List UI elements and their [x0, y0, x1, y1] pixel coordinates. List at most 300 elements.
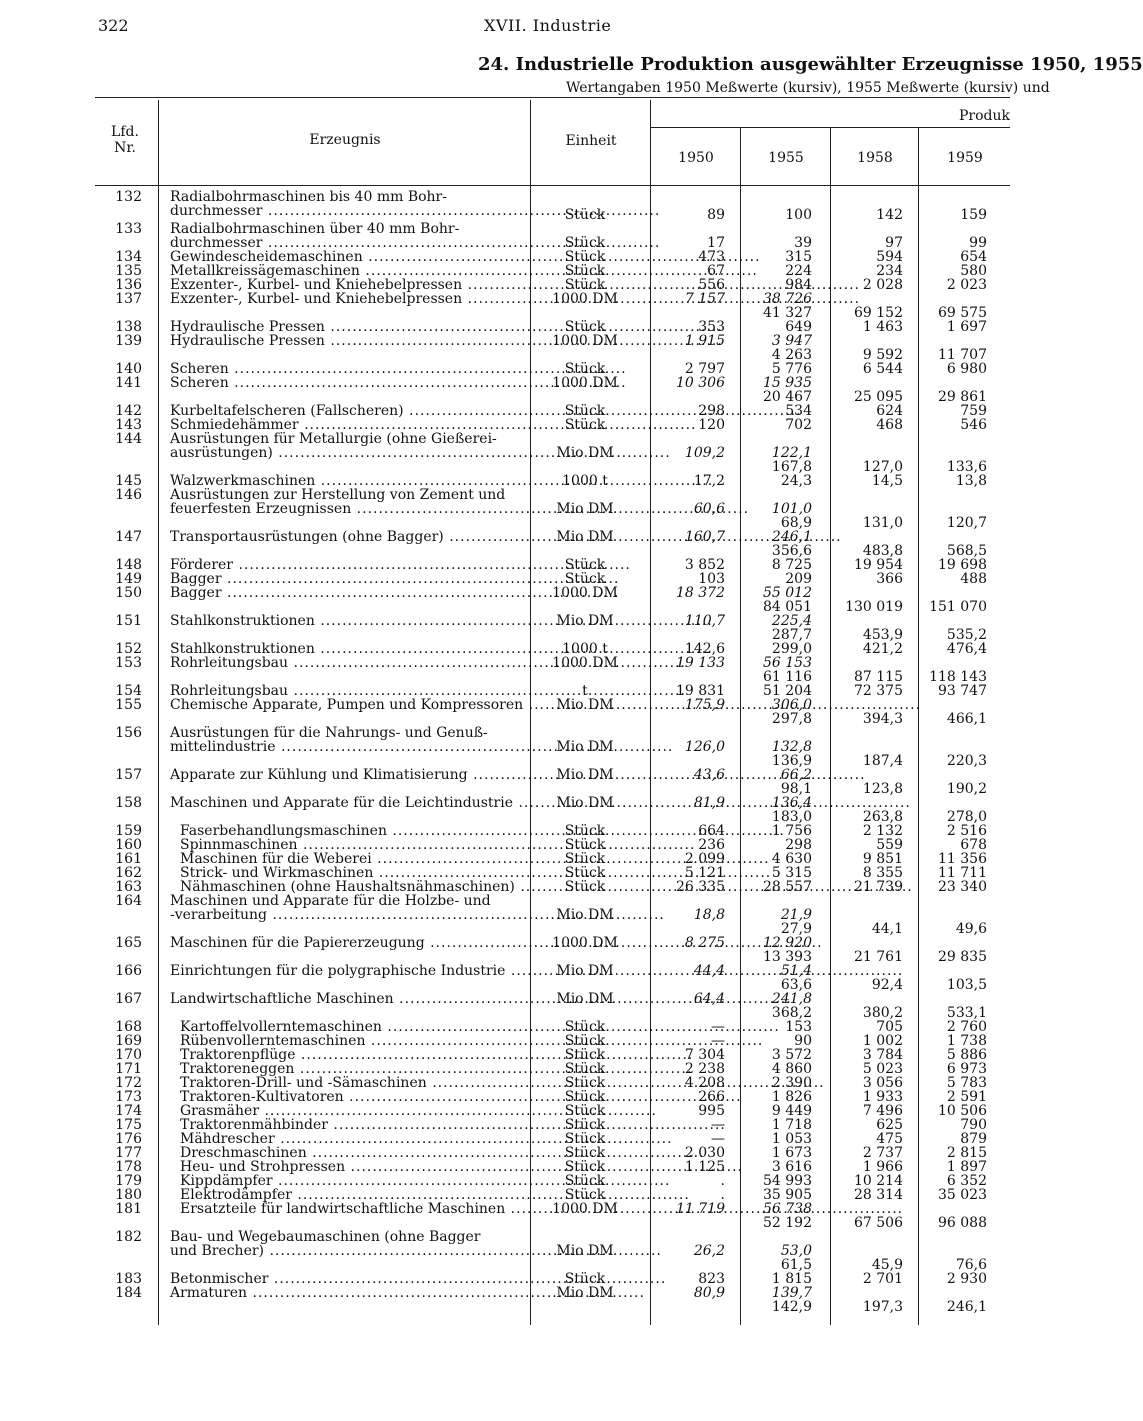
product-name	[180, 1090, 515, 1104]
value-cell-1955: 315	[785, 249, 812, 265]
value-cell-1950: 19 133	[676, 655, 725, 671]
value-cell-1959: 190,2	[946, 781, 987, 797]
table-row	[95, 964, 1010, 978]
unit-cell: Stück	[564, 403, 606, 419]
product-name-line: Apparate zur Kühlung und Klimatisierung .....	[170, 768, 515, 782]
row-number: 178	[115, 1159, 142, 1175]
product-name-line: Mähdrescher .....	[180, 1132, 515, 1146]
product-name-line: Traktorenmähbinder .....	[180, 1118, 515, 1132]
value-cell-1950: 1 125	[684, 1159, 725, 1175]
table-row	[95, 1230, 1010, 1258]
value-cell-1955: 702	[785, 417, 812, 433]
value-cell-1955: 55 012	[763, 585, 812, 601]
unit-cell: Stück	[564, 319, 606, 335]
value-cell-1958: 1 002	[862, 1033, 903, 1049]
unit-cell: Stück	[564, 1047, 606, 1063]
table-row	[95, 1188, 1010, 1202]
value-cell-1958: 2 737	[862, 1145, 903, 1161]
row-number: 172	[115, 1075, 142, 1091]
product-name-line: Hydraulische Pressen .....	[170, 334, 515, 348]
value-cell-1958: 453,9	[862, 627, 903, 643]
product-name-line: Scheren .....	[170, 376, 515, 390]
value-cell-1959: 23 340	[938, 879, 987, 895]
unit-cell: Mio DM	[556, 991, 614, 1007]
header-produktion: Produk	[958, 108, 1010, 124]
product-name-line: Maschinen für die Weberei .....	[180, 852, 515, 866]
row-number: 166	[115, 963, 142, 979]
table-row	[95, 362, 1010, 376]
value-cell-1959: 580	[960, 263, 987, 279]
header-top-rule	[95, 97, 1010, 98]
table-row	[95, 698, 1010, 712]
value-cell-1955: 122,1	[771, 445, 812, 461]
product-name-line: Spinnmaschinen .....	[180, 838, 515, 852]
value-cell-1959: 466,1	[946, 711, 987, 727]
product-name-line: und Brecher) .....	[170, 1244, 515, 1258]
value-cell-1958: 21 761	[854, 949, 903, 965]
unit-cell: Stück	[564, 1061, 606, 1077]
table-row	[95, 1020, 1010, 1034]
value-cell-1958: 131,0	[862, 515, 903, 531]
product-name	[170, 726, 515, 754]
product-name-line: Förderer .....	[170, 558, 515, 572]
value-cell-1955: 209	[785, 571, 812, 587]
row-number: 155	[115, 697, 142, 713]
unit-cell: Stück	[564, 1019, 606, 1035]
table-row	[95, 474, 1010, 488]
product-name-line: durchmesser .....	[170, 204, 515, 218]
table-row	[95, 642, 1010, 656]
value-cell-1955: 225,4	[771, 613, 812, 629]
value-cell-1959: 120,7	[946, 515, 987, 531]
product-name-line: Ausrüstungen zur Herstellung von Zement und	[170, 487, 506, 503]
product-name	[170, 558, 515, 572]
row-number: 159	[115, 823, 142, 839]
value-cell-1959: 220,3	[946, 753, 987, 769]
table-row	[95, 558, 1010, 572]
product-name-line: Transportausrüstungen (ohne Bagger) .....	[170, 530, 515, 544]
row-number: 139	[115, 333, 142, 349]
value-cell-1950: .	[720, 1173, 725, 1189]
unit-cell: Stück	[564, 1117, 606, 1133]
value-cell-1955: 98,1	[780, 781, 812, 797]
product-name	[180, 852, 515, 866]
product-name	[170, 1230, 515, 1258]
row-number: 175	[115, 1117, 142, 1133]
product-name	[170, 992, 515, 1006]
table-row	[95, 1090, 1010, 1104]
value-cell-1950: 1 915	[684, 333, 725, 349]
value-cell-1959: 96 088	[938, 1215, 987, 1231]
product-name	[180, 1160, 515, 1174]
product-name	[180, 1020, 515, 1034]
value-cell-1958: 625	[876, 1117, 903, 1133]
value-cell-1959: 533,1	[946, 1005, 987, 1021]
value-cell-1955: 3 616	[771, 1159, 812, 1175]
value-cell-1955: 15 935	[763, 375, 812, 391]
table-row	[95, 488, 1010, 516]
product-name-line: Betonmischer .....	[170, 1272, 515, 1286]
product-name-line: Einrichtungen für die polygraphische Industrie .....	[170, 964, 515, 978]
unit-cell: Stück	[564, 1173, 606, 1189]
table-row	[95, 376, 1010, 390]
product-name	[170, 362, 515, 376]
value-cell-1958: 28 314	[854, 1187, 903, 1203]
value-cell-1955: 9 449	[771, 1103, 812, 1119]
value-cell-1958: 9 851	[862, 851, 903, 867]
value-cell-1959: 6 973	[946, 1061, 987, 1077]
unit-cell: 1000 t	[562, 641, 608, 657]
value-cell-1958: 5 023	[862, 1061, 903, 1077]
value-cell-1959: 246,1	[946, 1299, 987, 1315]
value-cell-1958: 475	[876, 1131, 903, 1147]
unit-cell: Mio DM	[556, 963, 614, 979]
unit-cell: Stück	[564, 1075, 606, 1091]
unit-cell: Stück	[564, 851, 606, 867]
value-cell-1955: 4 860	[771, 1061, 812, 1077]
value-cell-1959: 10 506	[938, 1103, 987, 1119]
value-cell-1958: 468	[876, 417, 903, 433]
product-name	[170, 432, 515, 460]
value-cell-1950: 18,8	[693, 907, 725, 923]
product-name-line: Walzwerkmaschinen .....	[170, 474, 515, 488]
table-row-continuation	[95, 950, 1010, 964]
table-row	[95, 572, 1010, 586]
value-cell-1955: 1 756	[771, 823, 812, 839]
value-cell-1958: 10 214	[854, 1173, 903, 1189]
table-row-continuation	[95, 712, 1010, 726]
product-name-line: Stahlkonstruktionen .....	[170, 642, 515, 656]
product-name	[180, 1132, 515, 1146]
table-row	[95, 866, 1010, 880]
header-lfd-label: Lfd.	[111, 124, 139, 140]
table-row	[95, 894, 1010, 922]
table-row	[95, 768, 1010, 782]
value-cell-1955: 5 776	[771, 361, 812, 377]
unit-cell: Mio DM	[556, 1243, 614, 1259]
unit-cell: Stück	[564, 865, 606, 881]
product-name-line: Gewindescheidemaschinen .....	[170, 250, 515, 264]
value-cell-1950: 17,2	[693, 473, 725, 489]
product-name-line: Hydraulische Pressen .....	[170, 320, 515, 334]
value-cell-1958: 92,4	[871, 977, 903, 993]
value-cell-1955: 3 572	[771, 1047, 812, 1063]
value-cell-1955: 297,8	[771, 711, 812, 727]
value-cell-1959: 1 697	[946, 319, 987, 335]
product-name-line: Maschinen und Apparate für die Leichtindustrie .....	[170, 796, 515, 810]
unit-cell: Stück	[564, 571, 606, 587]
value-cell-1950: —	[711, 1019, 725, 1035]
value-cell-1955: 1 718	[771, 1117, 812, 1133]
value-cell-1950: 110,7	[684, 613, 725, 629]
row-number: 154	[115, 683, 142, 699]
value-cell-1950: 160,7	[684, 529, 725, 545]
row-number: 179	[115, 1173, 142, 1189]
value-cell-1959: 19 698	[938, 557, 987, 573]
value-cell-1959: 2 516	[946, 823, 987, 839]
row-number: 161	[115, 851, 142, 867]
value-cell-1950: 103	[698, 571, 725, 587]
value-cell-1958: 366	[876, 571, 903, 587]
table-row-continuation	[95, 600, 1010, 614]
value-cell-1955: 984	[785, 277, 812, 293]
value-cell-1959: 568,5	[946, 543, 987, 559]
value-cell-1958: 19 954	[854, 557, 903, 573]
product-name	[180, 880, 515, 894]
value-cell-1958: 3 056	[862, 1075, 903, 1091]
table-row	[95, 824, 1010, 838]
value-cell-1958: 123,8	[862, 781, 903, 797]
product-name-line: Traktoren-Drill- und -Sämaschinen .....	[180, 1076, 515, 1090]
table-row-continuation	[95, 628, 1010, 642]
row-number: 143	[115, 417, 142, 433]
value-cell-1959: 2 815	[946, 1145, 987, 1161]
product-name-line: Stahlkonstruktionen .....	[170, 614, 515, 628]
value-cell-1958: 421,2	[862, 641, 903, 657]
row-number: 173	[115, 1089, 142, 1105]
product-name-line: Armaturen .....	[170, 1286, 515, 1300]
row-number: 152	[115, 641, 142, 657]
table-row-continuation	[95, 670, 1010, 684]
value-cell-1950: 67	[707, 263, 725, 279]
value-cell-1950: 995	[698, 1103, 725, 1119]
value-cell-1958: 7 496	[862, 1103, 903, 1119]
table-row	[95, 656, 1010, 670]
product-name-line: Bau- und Wegebaumaschinen (ohne Bagger	[170, 1229, 481, 1245]
product-name	[180, 1174, 515, 1188]
product-name	[170, 320, 515, 334]
value-cell-1950: 2 238	[684, 1061, 725, 1077]
value-cell-1950: 5 121	[684, 865, 725, 881]
table-row	[95, 1146, 1010, 1160]
page-number: 322	[98, 16, 129, 35]
product-name	[170, 292, 515, 306]
table-row	[95, 404, 1010, 418]
value-cell-1959: 5 886	[946, 1047, 987, 1063]
value-cell-1959: 476,4	[946, 641, 987, 657]
row-number: 138	[115, 319, 142, 335]
table-row-continuation	[95, 460, 1010, 474]
value-cell-1955: 35 905	[763, 1187, 812, 1203]
product-name-line: Nähmaschinen (ohne Haushaltsnähmaschinen) .....	[180, 880, 515, 894]
product-name	[170, 488, 515, 516]
row-number: 171	[115, 1061, 142, 1077]
value-cell-1955: 53,0	[780, 1243, 812, 1259]
product-name-line: Exzenter-, Kurbel- und Kniehebelpressen .....	[170, 278, 515, 292]
value-cell-1958: 45,9	[871, 1257, 903, 1273]
value-cell-1955: 534	[785, 403, 812, 419]
value-cell-1955: 61 116	[763, 669, 812, 685]
table-row	[95, 1286, 1010, 1300]
row-number: 165	[115, 935, 142, 951]
product-name-line: Bagger .....	[170, 572, 515, 586]
value-cell-1958: 25 095	[854, 389, 903, 405]
value-cell-1955: 84 051	[763, 599, 812, 615]
product-name-line: Metallkreissägemaschinen .....	[170, 264, 515, 278]
row-number: 180	[115, 1187, 142, 1203]
value-cell-1950: 89	[707, 207, 725, 223]
product-name-line: Ausrüstungen für Metallurgie (ohne Gießerei-	[170, 431, 497, 447]
value-cell-1950: 473	[698, 249, 725, 265]
unit-cell: Stück	[564, 1131, 606, 1147]
value-cell-1955: 306,0	[771, 697, 812, 713]
product-name	[180, 1076, 515, 1090]
value-cell-1958: 705	[876, 1019, 903, 1035]
value-cell-1959: 1 738	[946, 1033, 987, 1049]
value-cell-1955: 1 673	[771, 1145, 812, 1161]
row-number: 167	[115, 991, 142, 1007]
unit-cell: Stück	[564, 1271, 606, 1287]
row-number: 157	[115, 767, 142, 783]
value-cell-1950: 109,2	[684, 445, 725, 461]
product-name-line: Schmiedehämmer .....	[170, 418, 515, 432]
value-cell-1955: 4 630	[771, 851, 812, 867]
product-name-line: Grasmäher .....	[180, 1104, 515, 1118]
value-cell-1955: 5 315	[771, 865, 812, 881]
value-cell-1958: 624	[876, 403, 903, 419]
row-number: 151	[115, 613, 142, 629]
value-cell-1959: 11 711	[938, 865, 987, 881]
table-row	[95, 936, 1010, 950]
row-number: 177	[115, 1145, 142, 1161]
value-cell-1955: 139,7	[771, 1285, 812, 1301]
table-row	[95, 796, 1010, 810]
value-cell-1955: 68,9	[780, 515, 812, 531]
value-cell-1955: 24,3	[780, 473, 812, 489]
product-name-line: Traktoren-Kultivatoren .....	[180, 1090, 515, 1104]
unit-cell: Stück	[564, 361, 606, 377]
value-cell-1958: 2 701	[862, 1271, 903, 1287]
table-row	[95, 1202, 1010, 1216]
value-cell-1955: 368,2	[771, 1005, 812, 1021]
value-cell-1958: 234	[876, 263, 903, 279]
value-cell-1958: 9 592	[862, 347, 903, 363]
value-cell-1950: 298	[698, 403, 725, 419]
unit-cell: Stück	[564, 1145, 606, 1161]
value-cell-1959: 11 707	[938, 347, 987, 363]
value-cell-1950: 60,6	[693, 501, 725, 517]
value-cell-1950: 120	[698, 417, 725, 433]
product-name	[170, 530, 515, 544]
table-row-continuation	[95, 810, 1010, 824]
product-name	[170, 404, 515, 418]
value-cell-1958: 2 028	[862, 277, 903, 293]
product-name-line: Kippdämpfer .....	[180, 1174, 515, 1188]
product-name-line: Ersatzteile für landwirtschaftliche Maschinen .....	[180, 1202, 515, 1216]
unit-cell: Mio DM	[556, 907, 614, 923]
table-row-continuation	[95, 754, 1010, 768]
value-cell-1958: 197,3	[862, 1299, 903, 1315]
table-row	[95, 684, 1010, 698]
value-cell-1958: 594	[876, 249, 903, 265]
table-row	[95, 586, 1010, 600]
unit-cell: Stück	[564, 417, 606, 433]
value-cell-1950: 2 797	[684, 361, 725, 377]
value-cell-1950: 64,4	[693, 991, 725, 1007]
value-cell-1955: 142,9	[771, 1299, 812, 1315]
value-cell-1955: 287,7	[771, 627, 812, 643]
unit-cell: 1000 DM	[552, 935, 618, 951]
row-number: 134	[115, 249, 142, 265]
row-number: 137	[115, 291, 142, 307]
product-name-line: Bagger .....	[170, 586, 515, 600]
product-name	[180, 1188, 515, 1202]
product-name	[170, 768, 515, 782]
value-cell-1959: 5 783	[946, 1075, 987, 1091]
product-name	[170, 376, 515, 390]
value-cell-1959: 2 930	[946, 1271, 987, 1287]
product-name	[170, 642, 515, 656]
table-row	[95, 1174, 1010, 1188]
table-row	[95, 1160, 1010, 1174]
unit-cell: Stück	[564, 207, 606, 223]
value-cell-1959: 2 591	[946, 1089, 987, 1105]
value-cell-1955: 136,9	[771, 753, 812, 769]
product-name	[180, 1104, 515, 1118]
table-row	[95, 1048, 1010, 1062]
value-cell-1959: 29 835	[938, 949, 987, 965]
value-cell-1955: 20 467	[763, 389, 812, 405]
value-cell-1959: 654	[960, 249, 987, 265]
row-number: 184	[115, 1285, 142, 1301]
value-cell-1955: 298	[785, 837, 812, 853]
value-cell-1955: 132,8	[771, 739, 812, 755]
unit-cell: Mio DM	[556, 1285, 614, 1301]
value-cell-1950: 80,9	[693, 1285, 725, 1301]
value-cell-1955: 167,8	[771, 459, 812, 475]
value-cell-1958: 1 966	[862, 1159, 903, 1175]
value-cell-1958: 394,3	[862, 711, 903, 727]
value-cell-1955: 38 726	[763, 291, 812, 307]
product-name	[180, 1118, 515, 1132]
value-cell-1958: 380,2	[862, 1005, 903, 1021]
value-cell-1955: 27,9	[780, 921, 812, 937]
product-name	[180, 1202, 515, 1216]
unit-cell: Mio DM	[556, 739, 614, 755]
unit-cell: Mio DM	[556, 501, 614, 517]
row-number: 142	[115, 403, 142, 419]
value-cell-1950: 236	[698, 837, 725, 853]
product-name-line: Kurbeltafelscheren (Fallscheren) .....	[170, 404, 515, 418]
value-cell-1959: 93 747	[938, 683, 987, 699]
header-lfd	[100, 124, 150, 156]
table-row-continuation	[95, 782, 1010, 796]
value-cell-1955: 41 327	[763, 305, 812, 321]
value-cell-1950: 353	[698, 319, 725, 335]
value-cell-1955: 39	[794, 235, 812, 251]
product-name-line: Traktoreneggen .....	[180, 1062, 515, 1076]
value-cell-1958: 263,8	[862, 809, 903, 825]
row-number: 135	[115, 263, 142, 279]
value-cell-1950: 7 157	[684, 291, 725, 307]
unit-cell: t	[582, 683, 588, 699]
product-name	[180, 866, 515, 880]
product-name-line: feuerfesten Erzeugnissen .....	[170, 502, 515, 516]
table-row	[95, 418, 1010, 432]
product-name	[170, 586, 515, 600]
value-cell-1955: 51 204	[763, 683, 812, 699]
value-cell-1955: 101,0	[771, 501, 812, 517]
unit-cell: Stück	[564, 1159, 606, 1175]
value-cell-1955: 649	[785, 319, 812, 335]
unit-cell: Stück	[564, 263, 606, 279]
value-cell-1959: 546	[960, 417, 987, 433]
product-name	[170, 894, 515, 922]
row-number: 144	[115, 431, 142, 447]
value-cell-1950: 2 030	[684, 1145, 725, 1161]
value-cell-1958: 44,1	[871, 921, 903, 937]
row-number: 174	[115, 1103, 142, 1119]
